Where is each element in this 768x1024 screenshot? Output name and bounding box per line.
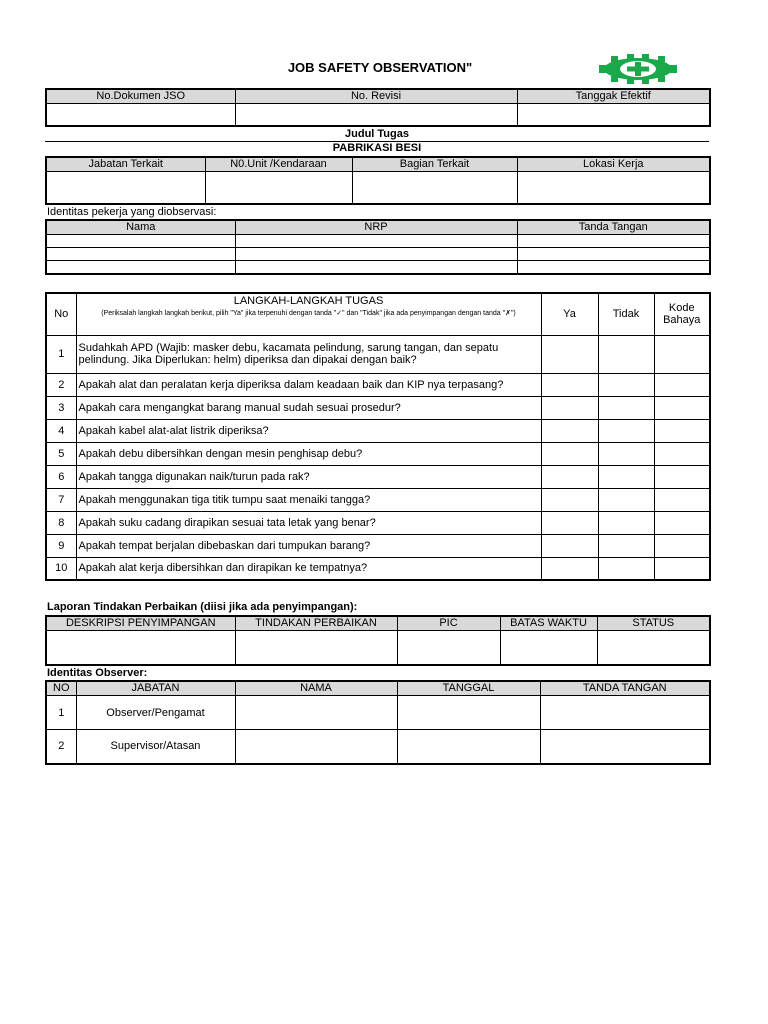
worker-name-field[interactable] — [46, 248, 235, 261]
batas-waktu-field[interactable] — [500, 631, 597, 665]
tidak-checkbox[interactable] — [598, 488, 654, 511]
observer-nama-field[interactable] — [235, 730, 397, 764]
step-number: 5 — [46, 442, 76, 465]
kode-bahaya-field[interactable] — [654, 488, 710, 511]
effective-date-field[interactable] — [517, 104, 710, 126]
step-number: 1 — [46, 335, 76, 373]
observer-row-number: 2 — [46, 730, 76, 764]
batas-waktu-header: BATAS WAKTU — [500, 616, 597, 631]
unit-kendaraan-header: N0.Unit /Kendaraan — [205, 157, 352, 172]
tidak-checkbox[interactable] — [598, 534, 654, 557]
deskripsi-field[interactable] — [46, 631, 235, 665]
kode-bahaya-field[interactable] — [654, 335, 710, 373]
observer-jabatan: Observer/Pengamat — [76, 696, 235, 730]
kode-bahaya-header: Kode Bahaya — [654, 293, 710, 335]
observer-tanggal-field[interactable] — [397, 730, 540, 764]
step-question: Apakah kabel alat-alat listrik diperiksa? — [76, 419, 541, 442]
observer-nama-field[interactable] — [235, 696, 397, 730]
observer-label: Identitas Observer: — [47, 667, 148, 679]
tidak-header: Tidak — [598, 293, 654, 335]
ya-checkbox[interactable] — [541, 335, 598, 373]
jabatan-terkait-header: Jabatan Terkait — [46, 157, 205, 172]
kode-bahaya-field[interactable] — [654, 465, 710, 488]
tidak-checkbox[interactable] — [598, 511, 654, 534]
worker-identity-label: Identitas pekerja yang diobservasi: — [47, 206, 217, 218]
revision-field[interactable] — [235, 104, 517, 126]
doc-number-field[interactable] — [46, 104, 235, 126]
ya-checkbox[interactable] — [541, 396, 598, 419]
nrp-header: NRP — [235, 220, 517, 235]
ya-checkbox[interactable] — [541, 465, 598, 488]
ya-header: Ya — [541, 293, 598, 335]
step-number: 9 — [46, 534, 76, 557]
worker-signature-field[interactable] — [517, 248, 710, 261]
observer-tanggal-header: TANGGAL — [397, 681, 540, 696]
tidak-checkbox[interactable] — [598, 396, 654, 419]
step-number: 7 — [46, 488, 76, 511]
report-label: Laporan Tindakan Perbaikan (diisi jika ada penyimpangan): — [47, 601, 358, 613]
step-number: 4 — [46, 419, 76, 442]
gear-cross-logo-icon — [597, 54, 679, 84]
bagian-terkait-header: Bagian Terkait — [352, 157, 517, 172]
kode-bahaya-field[interactable] — [654, 373, 710, 396]
ya-checkbox[interactable] — [541, 557, 598, 580]
step-number: 2 — [46, 373, 76, 396]
kode-bahaya-field[interactable] — [654, 534, 710, 557]
step-question: Apakah tempat berjalan dibebaskan dari tumpukan barang? — [76, 534, 541, 557]
tindakan-field[interactable] — [235, 631, 397, 665]
tidak-checkbox[interactable] — [598, 335, 654, 373]
kode-bahaya-field[interactable] — [654, 396, 710, 419]
worker-name-field[interactable] — [46, 261, 235, 274]
judul-tugas-label: Judul Tugas — [345, 128, 409, 140]
tidak-checkbox[interactable] — [598, 557, 654, 580]
document-info-table — [45, 88, 711, 127]
ya-checkbox[interactable] — [541, 511, 598, 534]
step-question: Apakah debu dibersihkan dengan mesin penghisap debu? — [76, 442, 541, 465]
worker-signature-field[interactable] — [517, 235, 710, 248]
observer-signature-field[interactable] — [540, 730, 710, 764]
step-question: Apakah cara mengangkat barang manual sudah sesuai prosedur? — [76, 396, 541, 419]
steps-title-header — [76, 293, 541, 335]
steps-note: (Periksalah langkah langkah berikut, pilih "Ya" jika terpenuhi dengan tanda "✓" dan "Tidak" jika ada penyimpangan dengan tanda "✗") — [101, 310, 516, 317]
status-header: STATUS — [597, 616, 710, 631]
ya-checkbox[interactable] — [541, 534, 598, 557]
ya-checkbox[interactable] — [541, 488, 598, 511]
observer-jabatan-header: JABATAN — [76, 681, 235, 696]
unit-kendaraan-field[interactable] — [205, 172, 352, 204]
step-question: Apakah tangga digunakan naik/turun pada rak? — [76, 465, 541, 488]
observer-tanda-header: TANDA TANGAN — [540, 681, 710, 696]
bagian-terkait-field[interactable] — [352, 172, 517, 204]
step-number: 6 — [46, 465, 76, 488]
kode-bahaya-field[interactable] — [654, 419, 710, 442]
observer-row-number: 1 — [46, 696, 76, 730]
lokasi-kerja-header: Lokasi Kerja — [517, 157, 710, 172]
observer-signature-field[interactable] — [540, 696, 710, 730]
status-field[interactable] — [597, 631, 710, 665]
worker-signature-field[interactable] — [517, 261, 710, 274]
page-title: JOB SAFETY OBSERVATION" — [287, 60, 473, 75]
judul-tugas-value: PABRIKASI BESI — [332, 142, 422, 154]
pic-header: PIC — [397, 616, 500, 631]
tindakan-header: TINDAKAN PERBAIKAN — [235, 616, 397, 631]
jabatan-terkait-field[interactable] — [46, 172, 205, 204]
step-question: Apakah alat kerja dibersihkan dan dirapikan ke tempatnya? — [76, 557, 541, 580]
ya-checkbox[interactable] — [541, 419, 598, 442]
steps-title: LANGKAH-LANGKAH TUGAS — [233, 295, 384, 307]
step-number: 8 — [46, 511, 76, 534]
ya-checkbox[interactable] — [541, 373, 598, 396]
kode-bahaya-field[interactable] — [654, 442, 710, 465]
observer-no-header: NO — [46, 681, 76, 696]
pic-field[interactable] — [397, 631, 500, 665]
step-number: 10 — [46, 557, 76, 580]
kode-bahaya-field[interactable] — [654, 557, 710, 580]
step-number: 3 — [46, 396, 76, 419]
step-question: Apakah suku cadang dirapikan sesuai tata letak yang benar? — [76, 511, 541, 534]
worker-table — [45, 219, 711, 275]
ya-checkbox[interactable] — [541, 442, 598, 465]
step-question: Apakah alat dan peralatan kerja diperiksa dalam keadaan baik dan KIP nya terpasang? — [76, 373, 541, 396]
tidak-checkbox[interactable] — [598, 442, 654, 465]
observer-table — [45, 680, 711, 765]
kode-bahaya-field[interactable] — [654, 511, 710, 534]
observer-jabatan: Supervisor/Atasan — [76, 730, 235, 764]
tanda-tangan-header: Tanda Tangan — [517, 220, 710, 235]
step-question: Apakah menggunakan tiga titik tumpu saat menaiki tangga? — [76, 488, 541, 511]
worker-nrp-field[interactable] — [235, 235, 517, 248]
observer-nama-header: NAMA — [235, 681, 397, 696]
worker-nrp-field[interactable] — [235, 248, 517, 261]
tidak-checkbox[interactable] — [598, 419, 654, 442]
no-header: No — [46, 293, 76, 335]
nama-header: Nama — [46, 220, 235, 235]
worker-nrp-field[interactable] — [235, 261, 517, 274]
corrective-action-table — [45, 615, 711, 666]
observer-tanggal-field[interactable] — [397, 696, 540, 730]
tidak-checkbox[interactable] — [598, 465, 654, 488]
worker-name-field[interactable] — [46, 235, 235, 248]
deskripsi-header: DESKRIPSI PENYIMPANGAN — [46, 616, 235, 631]
job-info-table — [45, 156, 711, 205]
revision-header: No. Revisi — [235, 89, 517, 104]
tidak-checkbox[interactable] — [598, 373, 654, 396]
lokasi-kerja-field[interactable] — [517, 172, 710, 204]
effective-date-header: Tanggak Efektif — [517, 89, 710, 104]
task-steps-table — [45, 292, 711, 581]
doc-number-header: No.Dokumen JSO — [46, 89, 235, 104]
step-question: Sudahkah APD (Wajib: masker debu, kacamata pelindung, sarung tangan, dan sepatu pelindung. Jika Diperlukan: helm) diperiksa dan dipakai dengan baik? — [76, 335, 541, 373]
